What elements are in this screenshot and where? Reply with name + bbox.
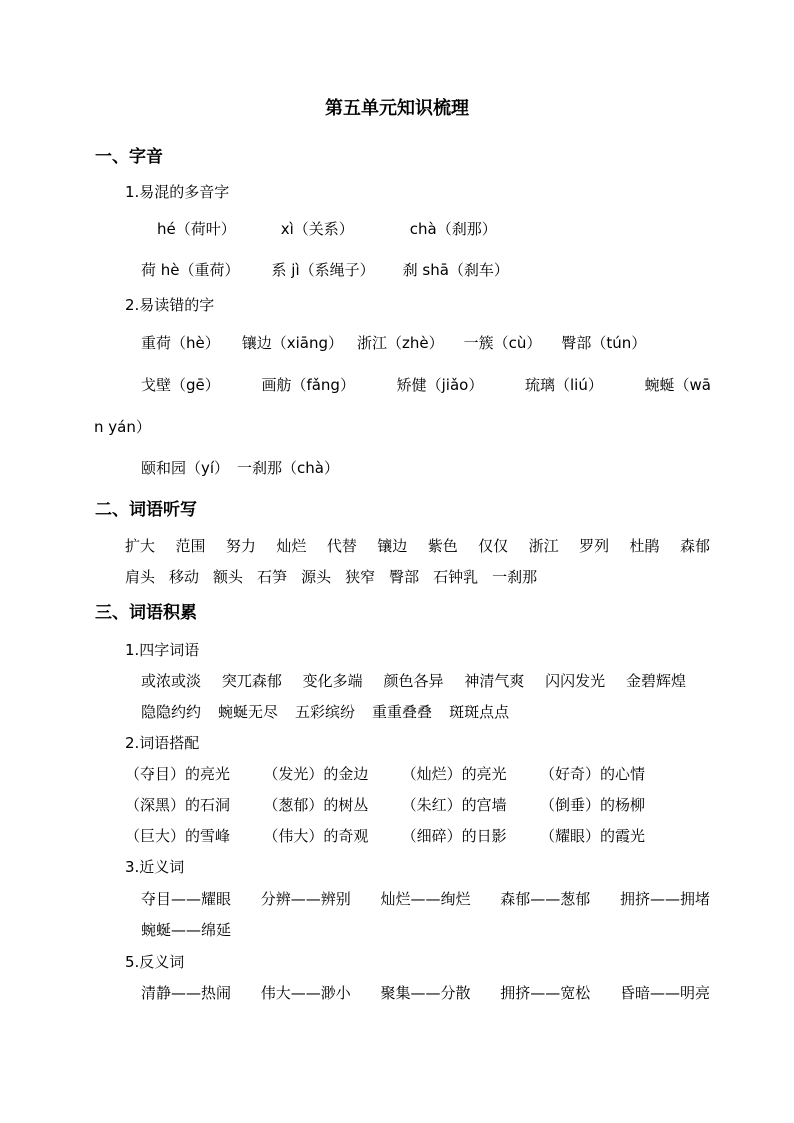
dictation-row-2 — [125, 567, 537, 587]
list-item: 琉璃（liú） — [525, 376, 603, 394]
section-heading-dictation: 二、词语听写 — [95, 500, 197, 520]
misread-row-2 — [141, 375, 711, 395]
list-item: （夺目）的亮光 — [125, 765, 231, 783]
list-item: （葱郁）的树丛 — [263, 796, 369, 814]
misread-row-3 — [94, 417, 151, 437]
subheading-polyphonic: 1.易混的多音字 — [125, 183, 230, 201]
synonyms-row-1 — [141, 889, 710, 909]
antonyms-row — [141, 983, 710, 1003]
list-item: n yán） — [94, 418, 151, 436]
list-item: 分辨——辨别 — [260, 890, 351, 908]
list-item: chà（刹那） — [409, 220, 497, 238]
list-item: 紫色 — [427, 537, 458, 555]
subheading-collocations: 2.词语搭配 — [125, 734, 200, 752]
list-item: 镶边（xiāng） — [241, 334, 344, 352]
list-item: 范围 — [175, 537, 206, 555]
list-item: 拥挤——拥堵 — [619, 890, 710, 908]
synonyms-row-2 — [141, 920, 231, 940]
list-item: 伟大——渺小 — [260, 984, 351, 1002]
idioms-row-1 — [141, 671, 686, 691]
list-item: 变化多端 — [302, 672, 363, 690]
collocations-row-2 — [125, 795, 645, 815]
list-item: 额头 — [213, 568, 244, 586]
list-item: 移动 — [169, 568, 200, 586]
list-item: 一簇（cù） — [463, 334, 542, 352]
list-item: xì（关系） — [280, 220, 354, 238]
misread-row-1 — [141, 333, 646, 353]
list-item: 一刹那（chà） — [237, 459, 339, 477]
list-item: hé（荷叶） — [157, 220, 236, 238]
idioms-row-2 — [141, 702, 509, 722]
list-item: （巨大）的雪峰 — [125, 827, 231, 845]
misread-row-4 — [141, 458, 339, 478]
subheading-idioms: 1.四字词语 — [125, 641, 200, 659]
list-item: 扩大 — [125, 537, 156, 555]
list-item: 荷 hè（重荷） — [141, 261, 240, 279]
polyphonic-row-1 — [157, 219, 497, 239]
list-item: 森郁——葱郁 — [500, 890, 591, 908]
list-item: 颐和园（yí） — [141, 459, 230, 477]
collocations-row-3 — [125, 826, 645, 846]
list-item: 五彩缤纷 — [295, 703, 356, 721]
list-item: （伟大）的奇观 — [263, 827, 369, 845]
list-item: 灿烂 — [276, 537, 307, 555]
list-item: 蜿蜒（wā — [644, 376, 711, 394]
list-item: 重重叠叠 — [372, 703, 433, 721]
list-item: （细碎）的日影 — [401, 827, 507, 845]
list-item: （倒垂）的杨柳 — [539, 796, 645, 814]
list-item: 聚集——分散 — [380, 984, 471, 1002]
list-item: 灿烂——绚烂 — [380, 890, 471, 908]
list-item: 仅仅 — [478, 537, 509, 555]
section-heading-pronunciation: 一、字音 — [95, 147, 163, 167]
list-item: （好奇）的心情 — [539, 765, 645, 783]
list-item: 夺目——耀眼 — [141, 890, 232, 908]
list-item: 努力 — [225, 537, 256, 555]
list-item: 昏暗——明亮 — [619, 984, 710, 1002]
list-item: 代替 — [326, 537, 357, 555]
list-item: 浙江（zhè） — [357, 334, 444, 352]
list-item: 拥挤——宽松 — [500, 984, 591, 1002]
list-item: 石钟乳 — [433, 568, 479, 586]
subheading-synonyms: 3.近义词 — [125, 858, 185, 876]
list-item: 森郁 — [679, 537, 710, 555]
list-item: 一刹那 — [492, 568, 538, 586]
collocations-row-1 — [125, 764, 645, 784]
list-item: 突兀森郁 — [221, 672, 282, 690]
subheading-antonyms: 5.反义词 — [125, 953, 185, 971]
list-item: 戈壁（gē） — [141, 376, 220, 394]
list-item: （朱红）的宫墙 — [401, 796, 507, 814]
list-item: 刹 shā（刹车） — [402, 261, 509, 279]
list-item: 隐隐约约 — [141, 703, 202, 721]
list-item: 神清气爽 — [464, 672, 525, 690]
list-item: 颜色各异 — [383, 672, 444, 690]
list-item: 重荷（hè） — [141, 334, 220, 352]
list-item: 清静——热闹 — [141, 984, 232, 1002]
list-item: 石笋 — [257, 568, 288, 586]
list-item: 浙江 — [528, 537, 559, 555]
list-item: 镶边 — [377, 537, 408, 555]
list-item: （发光）的金边 — [263, 765, 369, 783]
list-item: 臀部（tún） — [561, 334, 647, 352]
list-item: 系 jì（系绳子） — [271, 261, 375, 279]
list-item: 狭窄 — [345, 568, 376, 586]
list-item: 罗列 — [579, 537, 610, 555]
subheading-misread: 2.易读错的字 — [125, 296, 215, 314]
list-item: 肩头 — [125, 568, 156, 586]
list-item: （耀眼）的霞光 — [539, 827, 645, 845]
list-item: 矫健（jiǎo） — [396, 376, 484, 394]
list-item: 杜鹃 — [629, 537, 660, 555]
list-item: 臀部 — [389, 568, 420, 586]
section-heading-vocabulary: 三、词语积累 — [95, 603, 197, 623]
list-item: 蜿蜒无尽 — [218, 703, 279, 721]
list-item: 源头 — [301, 568, 332, 586]
list-item: 斑斑点点 — [449, 703, 510, 721]
list-item: 画舫（fǎng） — [261, 376, 355, 394]
polyphonic-row-2 — [141, 260, 509, 280]
list-item: 或浓或淡 — [141, 672, 202, 690]
list-item: （深黑）的石洞 — [125, 796, 231, 814]
list-item: 蜿蜒——绵延 — [141, 921, 232, 939]
list-item: 闪闪发光 — [545, 672, 606, 690]
list-item: （灿烂）的亮光 — [401, 765, 507, 783]
list-item: 金碧辉煌 — [625, 672, 686, 690]
page-title: 第五单元知识梳理 — [325, 98, 469, 119]
dictation-row-1 — [125, 536, 710, 556]
